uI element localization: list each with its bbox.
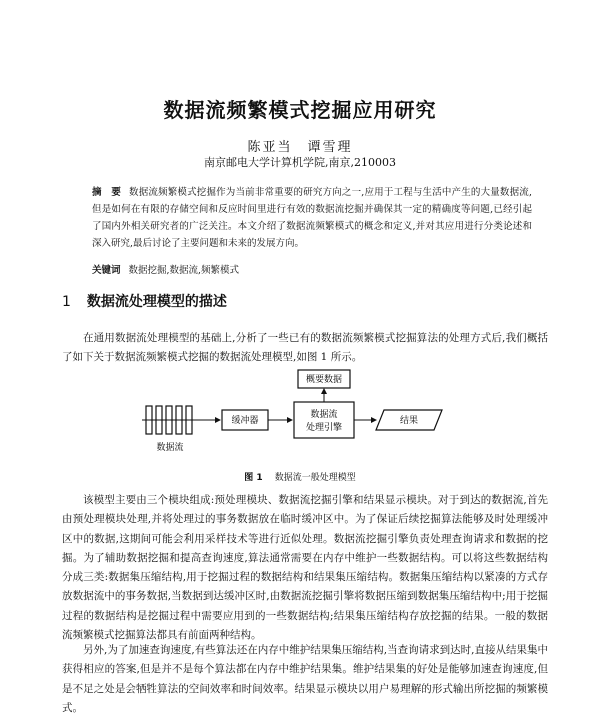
abstract-label: 摘 要 [92, 187, 122, 198]
result-label: 结果 [399, 416, 419, 426]
section-heading [62, 291, 227, 311]
figure-1-diagram [140, 366, 460, 486]
engine-label-line2: 处理引擎 [305, 423, 343, 433]
stream-label: 数据流 [156, 443, 184, 453]
keywords-label: 关键词 [92, 265, 121, 276]
paragraph-model: 该模型主要由三个模块组成:预处理模块、数据流挖掘引擎和结果显示模块。对于到达的数据流,首先由预处理模块处理,并将处理过的事务数据放在临时缓冲区中。为了保证后续挖掘算法能够及时处理缓冲区中的数据,这期间可能会利用采样技术等进行近似处理。数据流挖掘引擎负责处理查询请求和数据的挖掘。为了辅助数据挖掘和提高查询速度,算法通常需要在内存中维护一些数据结构。可以将这些数据结构分成三类:数据集压缩结构,用于挖掘过程的数据结构和结果集压缩结构。数据集压缩结构以紧凑的方式存放数据流中的事务数据,当数据到达缓冲区时,由数据流挖掘引擎将数据压缩到数据集压缩结构中;用于挖掘过程的数据结构是挖掘过程中需要应用到的一些数据结构;结果集压缩结构存放挖掘的结果。一般的数据流频繁模式挖掘算法都具有前面两种结构。 [62, 494, 548, 642]
section-title: 数据流处理模型的描述 [86, 294, 227, 310]
figure-caption [0, 470, 600, 483]
section-number: 1 [62, 294, 71, 310]
paragraph-intro: 在通用数据流处理模型的基础上,分析了一些已有的数据流频繁模式挖掘算法的处理方式后,我们概括了如下关于数据流频繁模式挖掘的数据流处理模型,如图 1 所示。 [62, 332, 548, 363]
paragraph-results: 另外,为了加速查询速度,有些算法还在内存中维护结果集压缩结构,当查询请求到达时,直接从结果集中获得相应的答案,但是并不是每个算法都在内存中维护结果集。维护结果集的好处是能够加速查询速度,但是不足之处是会牺牲算法的空间效率和时间效率。结果显示模块以用户易理解的形式输出所挖掘的频繁模式。 [62, 644, 548, 714]
abstract-text: 数据流频繁模式挖掘作为当前非常重要的研究方向之一,应用于工程与生活中产生的大量数据流,但是如何在有限的存储空间和反应时间里进行有效的数据流挖掘并确保其一定的精确度等问题,已经引起了国内外相关研究者的广泛关注。本文介绍了数据流频繁模式的概念和定义,并对其应用进行分类论述和深入研究,最后讨论了主要问题和未来的发展方向。 [92, 187, 532, 249]
caption-number: 图 1 [244, 473, 263, 483]
keywords-text: 数据挖掘,数据流,频繁模式 [128, 265, 240, 276]
paper-affiliation: 南京邮电大学计算机学院,南京,210003 [204, 156, 396, 169]
caption-text: 数据流一般处理模型 [274, 473, 356, 483]
summary-label: 概要数据 [305, 375, 343, 385]
buffer-label: 缓冲器 [231, 416, 259, 426]
processing-model-diagram [140, 366, 460, 466]
paper-authors: 陈亚当 谭雪理 [247, 140, 353, 155]
abstract [92, 184, 532, 252]
paper-title: 数据流频繁模式挖掘应用研究 [163, 98, 437, 122]
engine-label-line1: 数据流 [310, 410, 338, 420]
keywords [92, 262, 532, 276]
